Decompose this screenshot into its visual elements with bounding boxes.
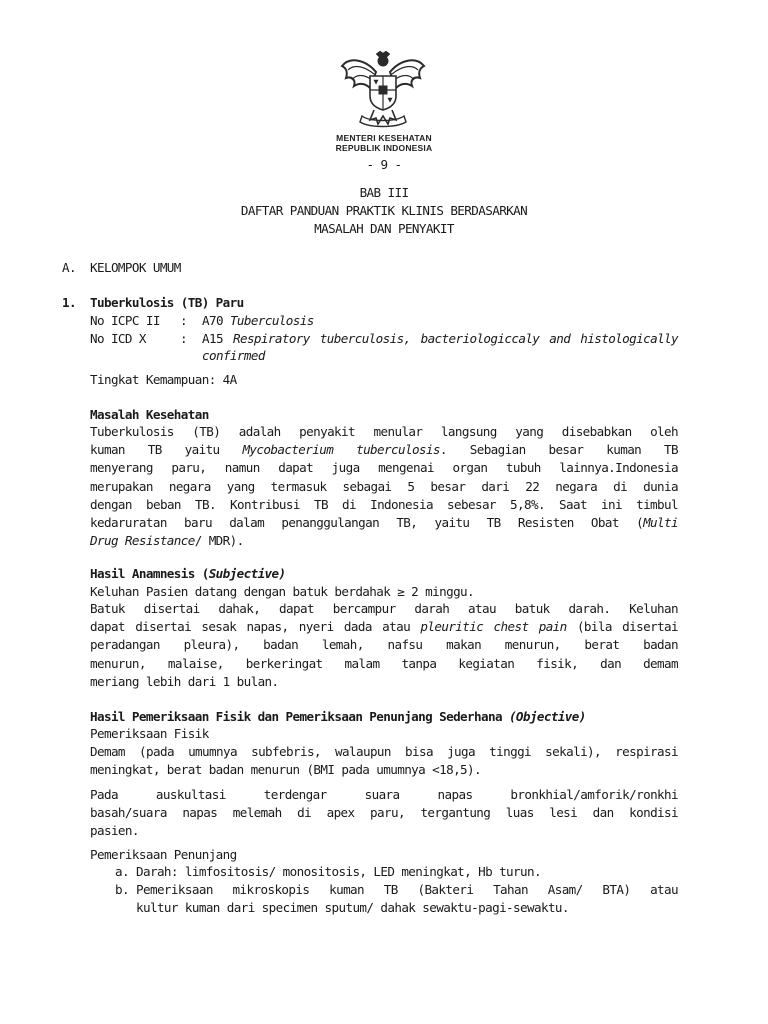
anamnesis-line: Batuk disertai dahak, dapat bercampur darah atau batuk darah. Keluhan (90, 601, 678, 616)
document-title-line2: MASALAH DAN PENYAKIT (314, 221, 454, 236)
competence-level: Tingkat Kemampuan: 4A (90, 372, 237, 387)
icpc-value (202, 313, 314, 329)
auskultasi-line: pasien. (90, 823, 139, 839)
anamnesis-heading: Hasil Anamnesis (Subjective) (90, 566, 286, 581)
masalah-line: merupakan negara yang termasuk sebagai 5 besar dari 22 negara di dunia (90, 478, 678, 494)
pemeriksaan-heading: Hasil Pemeriksaan Fisik dan Pemeriksaan Penunjang Sederhana (Objective) (90, 709, 586, 724)
masalah-line: Drug Resistance/ MDR). (90, 533, 244, 549)
page-number: - 9 - (366, 157, 402, 172)
masalah-paragraph (90, 423, 678, 550)
icpc-separator: : (180, 313, 187, 328)
disease-title: Tuberkulosis (TB) Paru (90, 295, 244, 310)
fisik-label: Pemeriksaan Fisik (90, 726, 209, 741)
auskultasi-line: basah/suara napas melemah di apex paru, tergantung luas lesi dan kondisi (90, 805, 678, 821)
icd-code: A15 (202, 331, 223, 346)
auskultasi-paragraph (90, 786, 678, 841)
icd-label: No ICD X (90, 331, 146, 346)
anamnesis-complaint: Keluhan Pasien datang dengan batuk berdahak ≥ 2 minggu. (90, 584, 475, 599)
fisik-paragraph (90, 743, 678, 779)
list-item: Pemeriksaan mikroskopis kuman TB (Bakteri Tahan Asam/ BTA) atau (136, 882, 678, 897)
icd-value (202, 331, 678, 347)
icd-name-line2: confirmed (202, 348, 265, 363)
anamnesis-line: dapat disertai sesak napas, nyeri dada atau pleuritic chest pain (bila disertai (90, 619, 679, 635)
garuda-emblem-icon (336, 50, 430, 130)
masalah-line: dengan beban TB. Kontribusi TB di Indonesia sebesar 5,8%. Saat ini timbul (90, 496, 678, 512)
ministry-line2: REPUBLIK INDONESIA (335, 143, 433, 153)
chapter-label: BAB III (359, 185, 409, 200)
masalah-line: kuman TB yaitu Mycobacterium tuberculosis. Sebagian besar kuman TB (90, 442, 679, 458)
icpc-code: A70 (202, 313, 223, 328)
section-letter: A. (62, 260, 76, 275)
list-marker: b. (115, 882, 129, 897)
icpc-label: No ICPC II (90, 313, 160, 328)
masalah-heading: Masalah Kesehatan (90, 407, 209, 422)
anamnesis-line: menurun, malaise, berkeringat malam tanpa kegiatan fisik, dan demam (90, 655, 678, 671)
masalah-line: Tuberkulosis (TB) adalah penyakit menular langsung yang disebabkan oleh (90, 424, 678, 439)
section-title: KELOMPOK UMUM (90, 260, 181, 275)
disease-number: 1. (62, 295, 76, 310)
penunjang-label: Pemeriksaan Penunjang (90, 847, 237, 862)
masalah-line: kedaruratan baru dalam penanggulangan TB, yaitu TB Resisten Obat (Multi (90, 515, 678, 531)
document-title-line1: DAFTAR PANDUAN PRAKTIK KLINIS BERDASARKAN (240, 203, 528, 218)
list-marker: a. (115, 864, 129, 879)
list-item-continuation: kultur kuman dari specimen sputum/ dahak sewaktu-pagi-sewaktu. (136, 900, 569, 915)
anamnesis-line: meriang lebih dari 1 bulan. (90, 673, 279, 689)
ministry-line1: MENTERI KESEHATAN (336, 133, 432, 143)
icpc-name: Tuberculosis (229, 313, 314, 328)
icd-name-line1: Respiratory tuberculosis, bacteriologiccaly and histologically (232, 331, 679, 346)
ministry-header (284, 133, 484, 153)
icd-separator: : (180, 331, 187, 346)
auskultasi-line: Pada auskultasi terdengar suara napas bronkhial/amforik/ronkhi (90, 787, 678, 802)
anamnesis-line: peradangan pleura), badan lemah, nafsu makan menurun, berat badan (90, 637, 678, 653)
anamnesis-paragraph (90, 600, 678, 691)
list-item: Darah: limfositosis/ monositosis, LED meningkat, Hb turun. (136, 864, 541, 879)
fisik-line: meningkat, berat badan menurun (BMI pada umumnya <18,5). (90, 762, 481, 778)
fisik-line: Demam (pada umumnya subfebris, walaupun bisa juga tinggi sekali), respirasi (90, 744, 678, 759)
masalah-line: menyerang paru, namun dapat juga mengenai organ tubuh lainnya.Indonesia (90, 460, 678, 476)
